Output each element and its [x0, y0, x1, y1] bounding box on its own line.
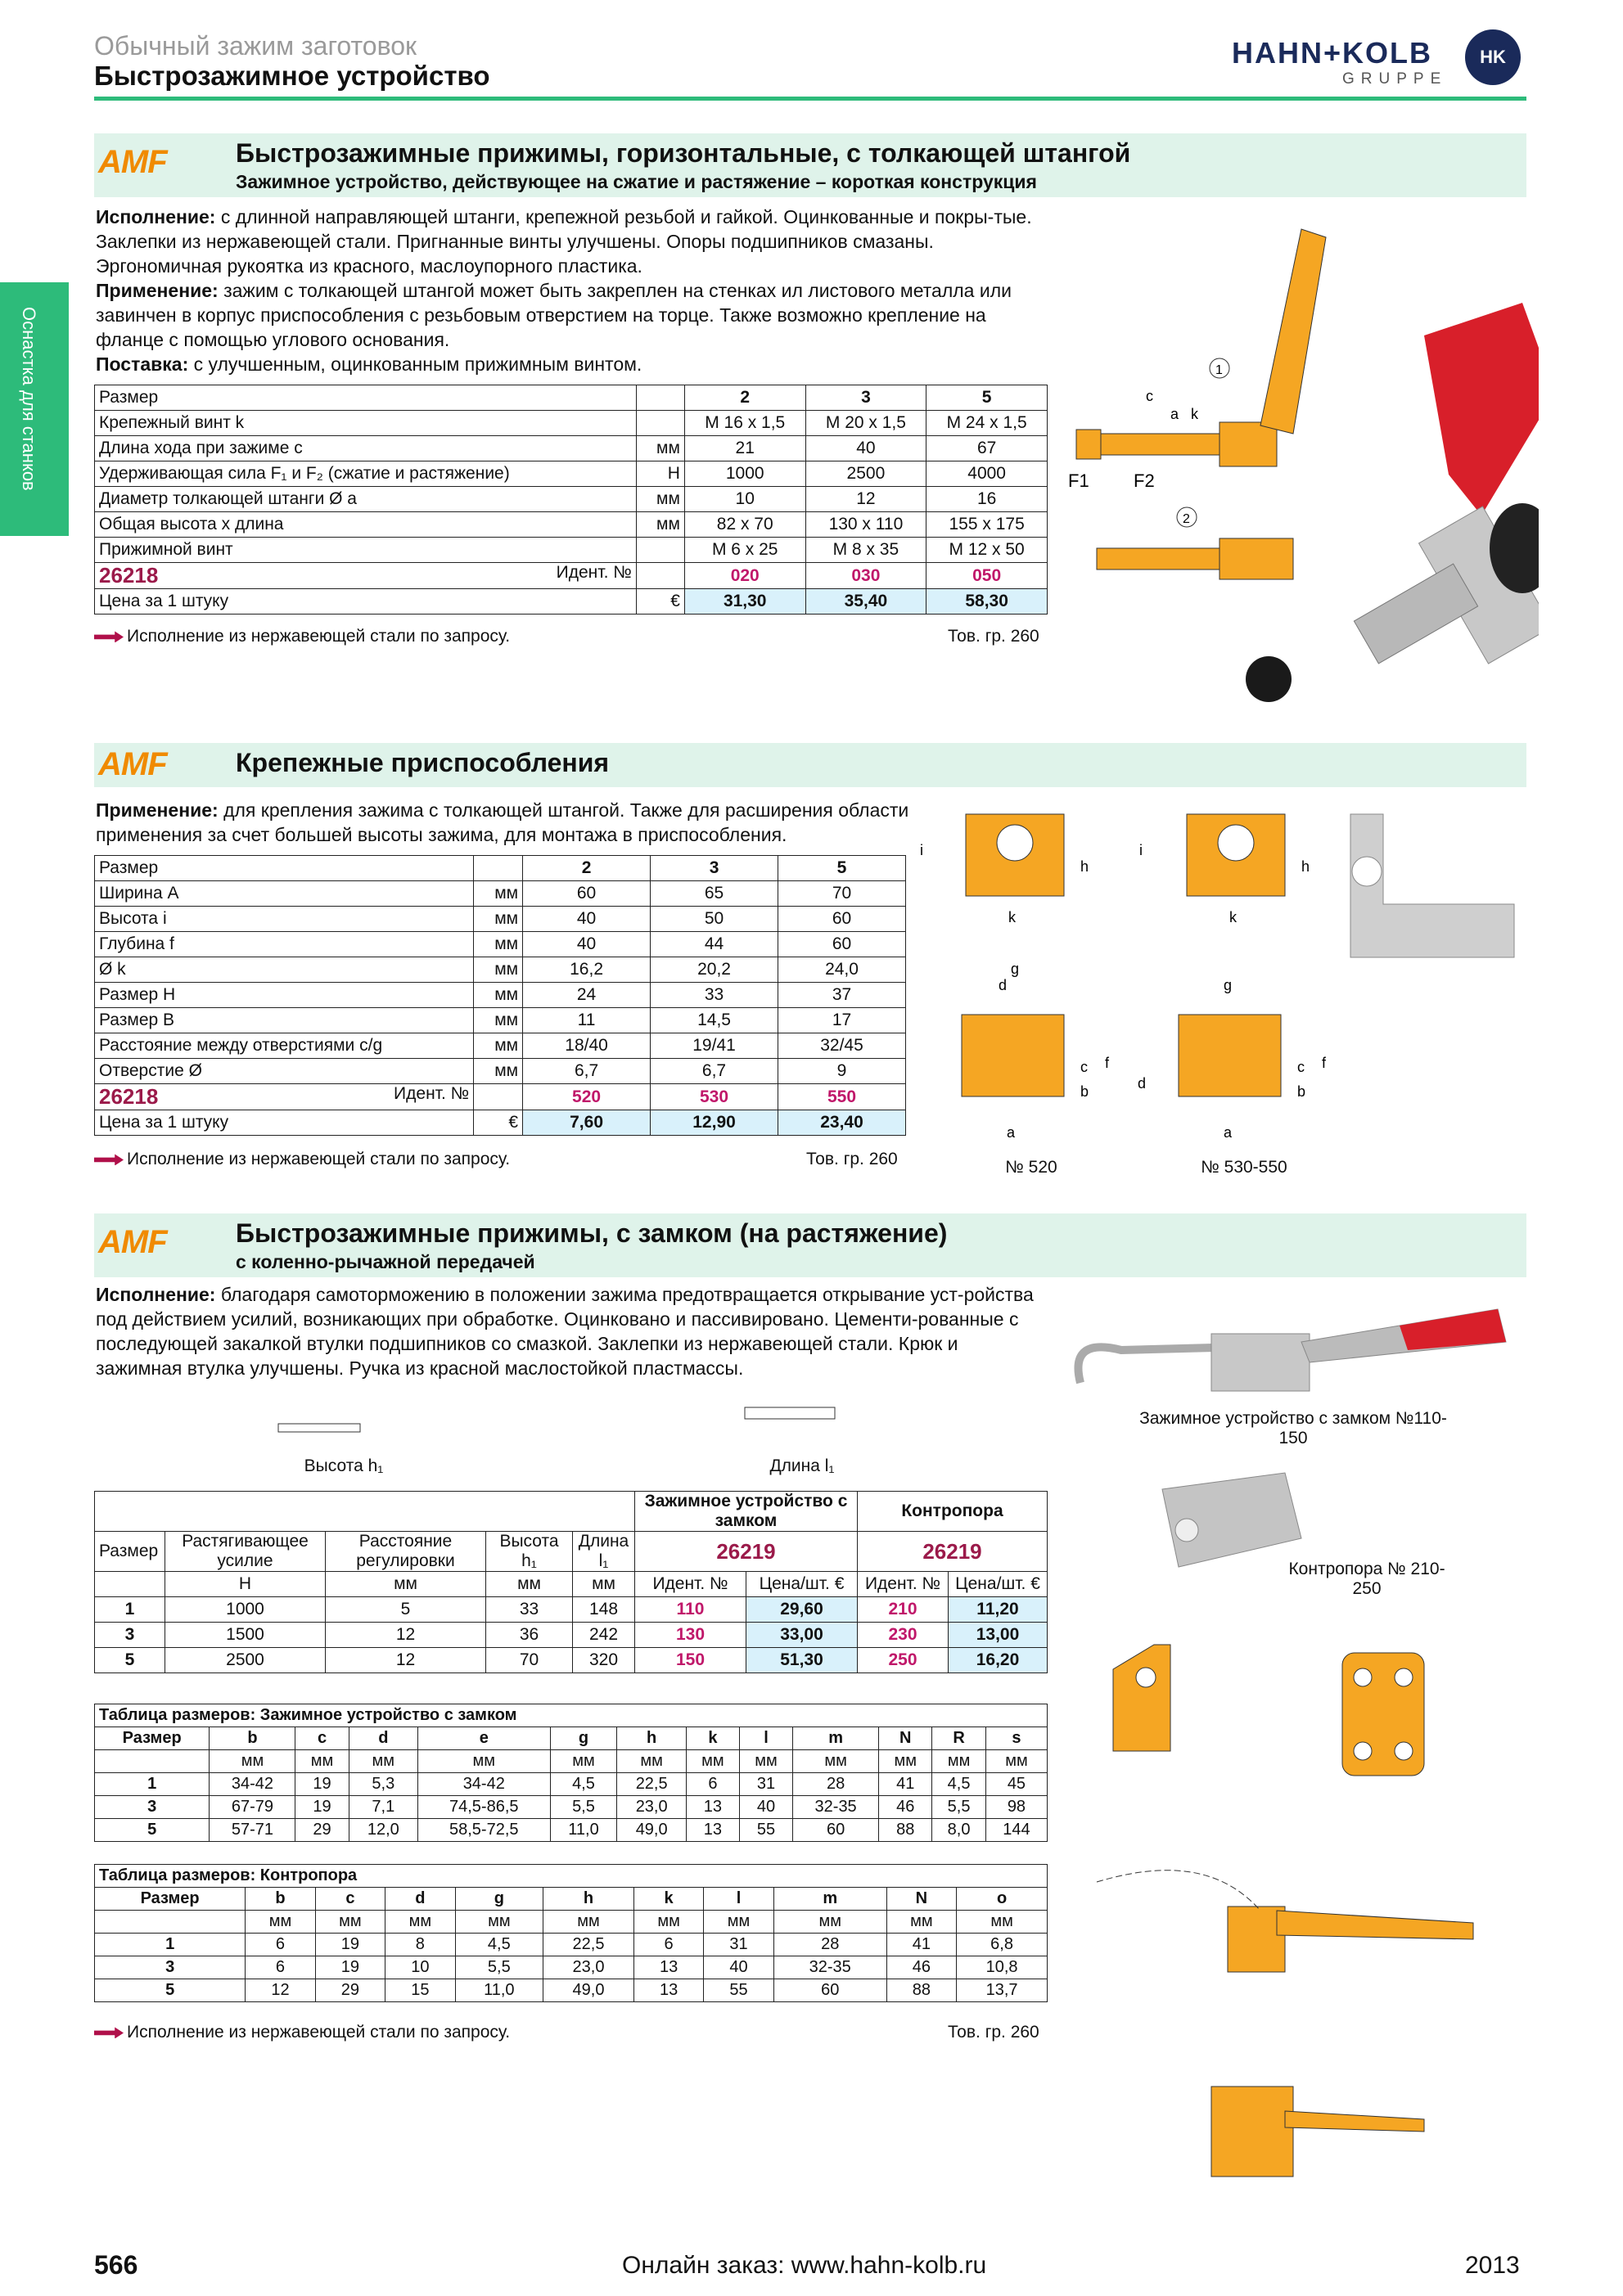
svg-text:a: a	[1007, 1124, 1016, 1141]
arrow-icon	[94, 1154, 124, 1165]
svg-text:h: h	[1301, 858, 1310, 875]
lock-clamp-drawings	[1080, 1628, 1522, 2217]
section3-execution: Исполнение: благодаря самоторможению в положении зажима предотвращается открывание уст-ройства под действием усилий, возникающих при обработке. Оцинковано и пассивировано. Цементи-рованные с последующей закалкой втулки подшипников со смазкой. Заклепки из нержавеющей стали. Крюк и зажимная втулка улучшены. Ручка из красной маслостойкой пластмассы.	[96, 1284, 1034, 1379]
table-row: Размер b c d e g h k l m N R s	[95, 1727, 1048, 1750]
section1-group: Тов. гр. 260	[948, 627, 1039, 646]
svg-text:i: i	[1139, 842, 1143, 858]
section1-table	[94, 385, 1048, 615]
section3-main-table	[94, 1491, 1048, 1673]
amf-logo: AMF	[98, 1224, 167, 1260]
section3-title: Быстрозажимные прижимы, с замком (на растяжение)	[236, 1218, 948, 1248]
svg-text:d: d	[1138, 1075, 1147, 1092]
svg-text:F2: F2	[1134, 470, 1155, 491]
table-row: Н мм мм мм Идент. № Цена/шт. € Идент. № Цена/шт. €	[95, 1572, 1048, 1597]
table-row: Глубина f мм 40 44 60	[95, 932, 906, 957]
svg-text:2: 2	[1183, 512, 1190, 526]
section1-title: Быстрозажимные прижимы, горизонтальные, с толкающей штангой	[236, 138, 1131, 168]
arrow-icon	[94, 631, 124, 642]
table-row: Таблица размеров: Зажимное устройство с замком	[95, 1704, 1048, 1727]
arrow-icon	[94, 2027, 124, 2038]
section2-title: Крепежные приспособления	[236, 748, 610, 777]
svg-text:h: h	[1080, 858, 1089, 875]
table-row: мм мм мм мм мм мм мм мм мм мм	[95, 1911, 1048, 1934]
section2-note: Исполнение из нержавеющей стали по запросу.	[94, 1150, 510, 1169]
article-number: 26218	[99, 563, 159, 588]
brand-sub: GRUPPE	[1342, 70, 1448, 88]
angle-bracket-photo	[1350, 814, 1514, 957]
table-row: Размер Растягивающее усилие Расстояние регулировки Высота h₁ Длина l₁ 26219 26219	[95, 1532, 1048, 1572]
section1-execution: Исполнение: с длинной направляющей штанги, крепежной резьбой и гайкой. Оцинкованные и покры-тые. Заклепки из нержавеющей стали. Пригнанные винты улучшены. Опоры подшипников смазаны. Эргономичная рукоятка из красного, маслоупорного пластика.	[96, 206, 1032, 277]
section2-group: Тов. гр. 260	[806, 1150, 898, 1168]
svg-text:c: c	[1080, 1059, 1088, 1075]
table-row: 5 2500 12 70 320 150 51,30 250 16,20	[95, 1648, 1048, 1673]
section2-table	[94, 855, 906, 1136]
rubber-tip	[1246, 656, 1292, 702]
table-row: 1 1000 5 33 148 110 29,60 210 11,20	[95, 1597, 1048, 1623]
table-row: Расстояние между отверстиями c/g мм 18/40 19/41 32/45	[95, 1033, 906, 1059]
table-row: 26218 Идент. № 520 530 550	[95, 1084, 906, 1110]
svg-text:g: g	[1224, 977, 1233, 993]
header-subtitle: Быстрозажимное устройство	[94, 61, 490, 91]
section3-note: Исполнение из нержавеющей стали по запросу.	[94, 2023, 510, 2042]
svg-text:g: g	[1011, 961, 1020, 977]
table-row: Длина хода при зажиме c мм 21 40 67	[95, 436, 1048, 461]
push-clamp-drawing	[1068, 229, 1326, 579]
caption-counter-support: Контропора № 210-250	[1288, 1560, 1445, 1598]
side-tab[interactable]	[0, 282, 69, 536]
section1-delivery: Поставка: с улучшенным, оцинкованным прижимным винтом.	[96, 353, 642, 375]
section3-dim-table-counter	[94, 1864, 1048, 2002]
table-row: Высота i мм 40 50 60	[95, 907, 906, 932]
svg-text:b: b	[1080, 1083, 1089, 1100]
caption-height: Высота h₁	[304, 1456, 384, 1475]
table-row: Таблица размеров: Контропора	[95, 1865, 1048, 1888]
table-row: Размер 2 3 5	[95, 385, 1048, 411]
svg-text:k: k	[1191, 406, 1198, 422]
svg-text:f: f	[1105, 1055, 1110, 1071]
brand-logo: HAHN+KOLB	[1232, 36, 1433, 70]
section1-subtitle: Зажимное устройство, действующее на сжатие и растяжение – короткая конструкция	[236, 171, 1037, 192]
counter-support-photo	[1097, 1465, 1522, 1571]
table-row: Размер B мм 11 14,5 17	[95, 1008, 906, 1033]
table-row: 5 57-71 29 12,0 58,5-72,5 11,0 49,0 13 55 60 88 8,0 144	[95, 1819, 1048, 1842]
section3-dim-table-lock	[94, 1704, 1048, 1842]
table-row: 3 67-79 19 7,1 74,5-86,5 5,5 23,0 13 40 32-35 46 5,5 98	[95, 1796, 1048, 1819]
svg-text:F1: F1	[1068, 470, 1089, 491]
lock-clamp-photo	[1072, 1301, 1531, 1407]
table-row: Размер b c d g h k l m N o	[95, 1888, 1048, 1911]
section3-subtitle: с коленно-рычажной передачей	[236, 1251, 535, 1272]
svg-text:i: i	[920, 842, 923, 858]
table-row: 26218 Идент. № 020 030 050	[95, 563, 1048, 589]
page-number: 566	[94, 2250, 138, 2280]
caption-530-550: № 530-550	[1201, 1158, 1287, 1177]
table-row: Цена за 1 штуку € 31,30 35,40 58,30	[95, 589, 1048, 615]
table-row: Ширина A мм 60 65 70	[95, 881, 906, 907]
svg-text:c: c	[1297, 1059, 1305, 1075]
svg-text:b: b	[1297, 1083, 1306, 1100]
table-row: Диаметр толкающей штанги Ø a мм 10 12 16	[95, 487, 1048, 512]
caption-520: № 520	[1005, 1158, 1057, 1177]
svg-text:c: c	[1146, 388, 1153, 404]
footer-year: 2013	[1465, 2252, 1520, 2279]
table-row: 3 1500 12 36 242 130 33,00 230 13,00	[95, 1623, 1048, 1648]
order-link[interactable]: Онлайн заказ: www.hahn-kolb.ru	[622, 2252, 987, 2279]
section1-note: Исполнение из нержавеющей стали по запросу.	[94, 627, 510, 646]
dimension-sketches	[270, 1391, 925, 1456]
push-clamp-figure	[1064, 205, 1539, 720]
caption-lock-clamp: Зажимное устройство с замком №110-150	[1139, 1409, 1447, 1447]
brand-mark-icon: HK	[1465, 29, 1521, 85]
svg-text:f: f	[1322, 1055, 1327, 1071]
side-tab-label: Оснастка для станков	[19, 307, 39, 491]
svg-text:a: a	[1170, 406, 1179, 422]
red-handle	[1424, 303, 1539, 515]
section3-group: Тов. гр. 260	[948, 2023, 1039, 2042]
svg-text:a: a	[1224, 1124, 1233, 1141]
svg-text:1: 1	[1215, 363, 1223, 377]
table-row: Цена за 1 штуку € 7,60 12,90 23,40	[95, 1110, 906, 1136]
table-row: Размер 2 3 5	[95, 856, 906, 881]
table-row: Прижимной винт M 6 x 25 M 8 x 35 M 12 x 50	[95, 538, 1048, 563]
header-title: Обычный зажим заготовок	[94, 31, 417, 61]
table-row: Удерживающая сила F₁ и F₂ (сжатие и растяжение) Н 1000 2500 4000	[95, 461, 1048, 487]
table-row: 3 6 19 10 5,5 23,0 13 40 32-35 46 10,8	[95, 1956, 1048, 1979]
svg-text:k: k	[1229, 909, 1237, 925]
mounting-fixture-figures	[917, 806, 1531, 1182]
table-row: мм мм мм мм мм мм мм мм мм мм мм мм	[95, 1750, 1048, 1773]
table-row: Крепежный винт k M 16 x 1,5 M 20 x 1,5 M 24 x 1,5	[95, 411, 1048, 436]
article-number: 26218	[99, 1084, 159, 1109]
table-row: Отверстие Ø мм 6,7 6,7 9	[95, 1059, 906, 1084]
header-rule	[94, 97, 1526, 101]
section2-application: Применение: для крепления зажима с толкающей штангой. Также для расширения области применения за счет большей высоты зажима, для монтажа в приспособления.	[96, 799, 909, 845]
svg-text:d: d	[999, 977, 1008, 993]
amf-logo: AMF	[98, 144, 167, 180]
svg-text:k: k	[1008, 909, 1016, 925]
table-row: Зажимное устройство с замком Контропора	[95, 1492, 1048, 1532]
table-row: Ø k мм 16,2 20,2 24,0	[95, 957, 906, 983]
table-row: Размер H мм 24 33 37	[95, 983, 906, 1008]
amf-logo: AMF	[98, 746, 167, 782]
table-row: 1 34-42 19 5,3 34-42 4,5 22,5 6 31 28 41 4,5 45	[95, 1773, 1048, 1796]
table-row: 5 12 29 15 11,0 49,0 13 55 60 88 13,7	[95, 1979, 1048, 2002]
table-row: 1 6 19 8 4,5 22,5 6 31 28 41 6,8	[95, 1934, 1048, 1956]
section1-application: Применение: зажим с толкающей штангой может быть закреплен на стенках ил листового металла или завинчен в корпус приспособления с резьбовым отверстием на торце. Также возможно крепление на фланце с помощью углового основания.	[96, 280, 1012, 350]
caption-length: Длина l₁	[769, 1456, 835, 1475]
table-row: Общая высота x длина мм 82 x 70 130 x 110 155 x 175	[95, 512, 1048, 538]
